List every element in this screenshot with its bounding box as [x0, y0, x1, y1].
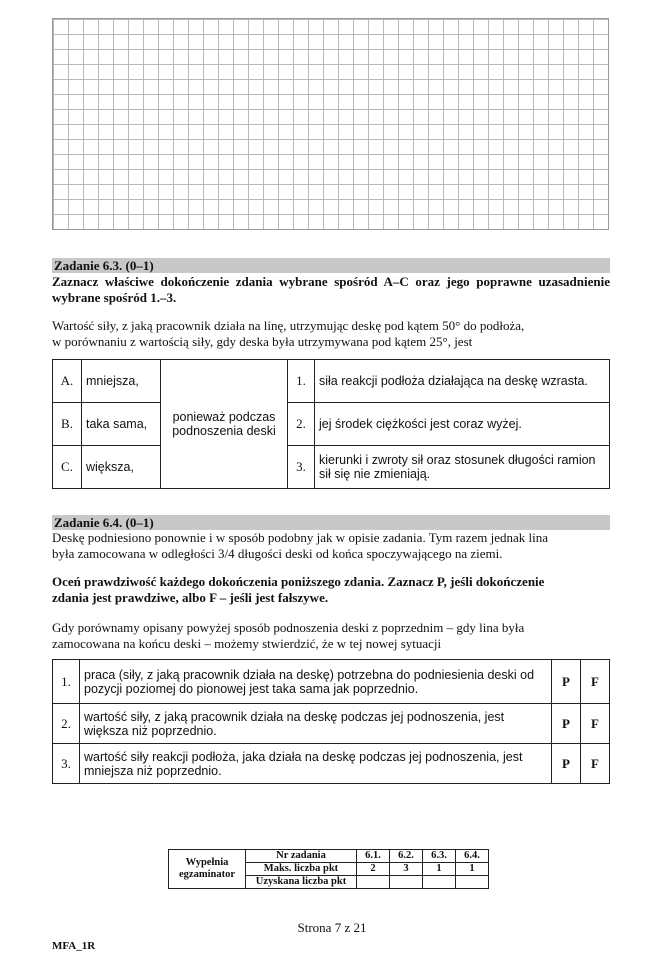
- score-task-3: 6.3.: [423, 850, 456, 863]
- tf-row-1-false[interactable]: F: [581, 660, 610, 704]
- task-6-4-instr-line1: Oceń prawdziwość każdego dokończenia poniższego zdania. Zaznacz P, jeśli dokończenie: [52, 574, 545, 589]
- score-task-2: 6.2.: [390, 850, 423, 863]
- tf-row-2-number: 2.: [53, 704, 80, 744]
- tf-row-3-true[interactable]: P: [552, 744, 581, 784]
- task-6-3-heading: Zadanie 6.3. (0–1): [52, 258, 610, 273]
- reason-3-number[interactable]: 3.: [288, 446, 315, 489]
- tf-row-1-true[interactable]: P: [552, 660, 581, 704]
- tf-row-3-number: 3.: [53, 744, 80, 784]
- score-task-4: 6.4.: [456, 850, 489, 863]
- tf-row-2-text: wartość siły, z jaką pracownik działa na deskę podczas jej podnoszenia, jest większa niż poprzednio.: [80, 704, 552, 744]
- examiner-fill-label: Wypełnia egzaminator: [169, 850, 246, 889]
- answer-grid[interactable]: [52, 18, 609, 230]
- tf-row-2-true[interactable]: P: [552, 704, 581, 744]
- task-6-4-stem-line2: zamocowana na końcu deski – możemy stwierdzić, że w tej nowej sytuacji: [52, 636, 442, 651]
- score-obtained-4[interactable]: [456, 876, 489, 889]
- score-task-1: 6.1.: [357, 850, 390, 863]
- reason-1-number[interactable]: 1.: [288, 360, 315, 403]
- option-b-letter[interactable]: B.: [53, 403, 82, 446]
- task-6-4-desc-line1: Deskę podniesiono ponownie i w sposób podobny jak w opisie zadania. Tym razem jednak lina: [52, 530, 548, 545]
- score-max-4: 1: [456, 863, 489, 876]
- reason-2-number[interactable]: 2.: [288, 403, 315, 446]
- exam-code: MFA_1R: [52, 940, 96, 952]
- task-6-3-stem-line2: w porównaniu z wartością siły, gdy deska była utrzymywana pod kątem 25°, jest: [52, 334, 473, 349]
- tf-row-3-text: wartość siły reakcji podłoża, jaka działa na deskę podczas jej podnoszenia, jest mniejsza niż poprzednio.: [80, 744, 552, 784]
- middle-phrase: ponieważ podczas podnoszenia deski: [161, 360, 288, 489]
- score-obtained-2[interactable]: [390, 876, 423, 889]
- score-row-label-obtained: Uzyskana liczba pkt: [246, 876, 357, 889]
- score-max-1: 2: [357, 863, 390, 876]
- true-false-table: [52, 659, 610, 784]
- task-6-4-stem-line1: Gdy porównamy opisany powyżej sposób podnoszenia deski z poprzednim – gdy lina była: [52, 620, 525, 635]
- tf-row-3-false[interactable]: F: [581, 744, 610, 784]
- score-row-label-max: Maks. liczba pkt: [246, 863, 357, 876]
- score-row-label-task: Nr zadania: [246, 850, 357, 863]
- option-a-letter[interactable]: A.: [53, 360, 82, 403]
- page-number: Strona 7 z 21: [297, 920, 367, 935]
- task-6-3-choice-table: [52, 359, 610, 489]
- task-6-4-desc-line2: była zamocowana w odległości 3/4 długości deski od końca spoczywającego na ziemi.: [52, 546, 503, 561]
- reason-3-text[interactable]: kierunki i zwroty sił oraz stosunek długości ramion sił się nie zmieniają.: [315, 446, 610, 489]
- option-a-text[interactable]: mniejsza,: [82, 360, 161, 403]
- option-b-text[interactable]: taka sama,: [82, 403, 161, 446]
- tf-row-1-number: 1.: [53, 660, 80, 704]
- task-6-4-heading: Zadanie 6.4. (0–1): [52, 515, 610, 530]
- reason-2-text[interactable]: jej środek ciężkości jest coraz wyżej.: [315, 403, 610, 446]
- task-6-3-stem-line1: Wartość siły, z jaką pracownik działa na linę, utrzymując deskę pod kątem 50° do podłoża,: [52, 318, 525, 333]
- score-max-2: 3: [390, 863, 423, 876]
- tf-row-2-false[interactable]: F: [581, 704, 610, 744]
- task-6-4-instr-line2: zdania jest prawdziwe, albo F – jeśli jest fałszywe.: [52, 590, 329, 605]
- score-table: [168, 849, 489, 889]
- tf-row-1-text: praca (siły, z jaką pracownik działa na deskę) potrzebna do podniesienia deski od pozycji poziomej do pionowej jest taka sama jak poprzednio.: [80, 660, 552, 704]
- score-max-3: 1: [423, 863, 456, 876]
- score-obtained-1[interactable]: [357, 876, 390, 889]
- reason-1-text[interactable]: siła reakcji podłoża działająca na deskę wzrasta.: [315, 360, 610, 403]
- score-obtained-3[interactable]: [423, 876, 456, 889]
- option-c-letter[interactable]: C.: [53, 446, 82, 489]
- option-c-text[interactable]: większa,: [82, 446, 161, 489]
- task-6-3-instruction: Zaznacz właściwe dokończenie zdania wybrane spośród A–C oraz jego poprawne uzasadnienie wybrane spośród 1.–3.: [52, 274, 610, 305]
